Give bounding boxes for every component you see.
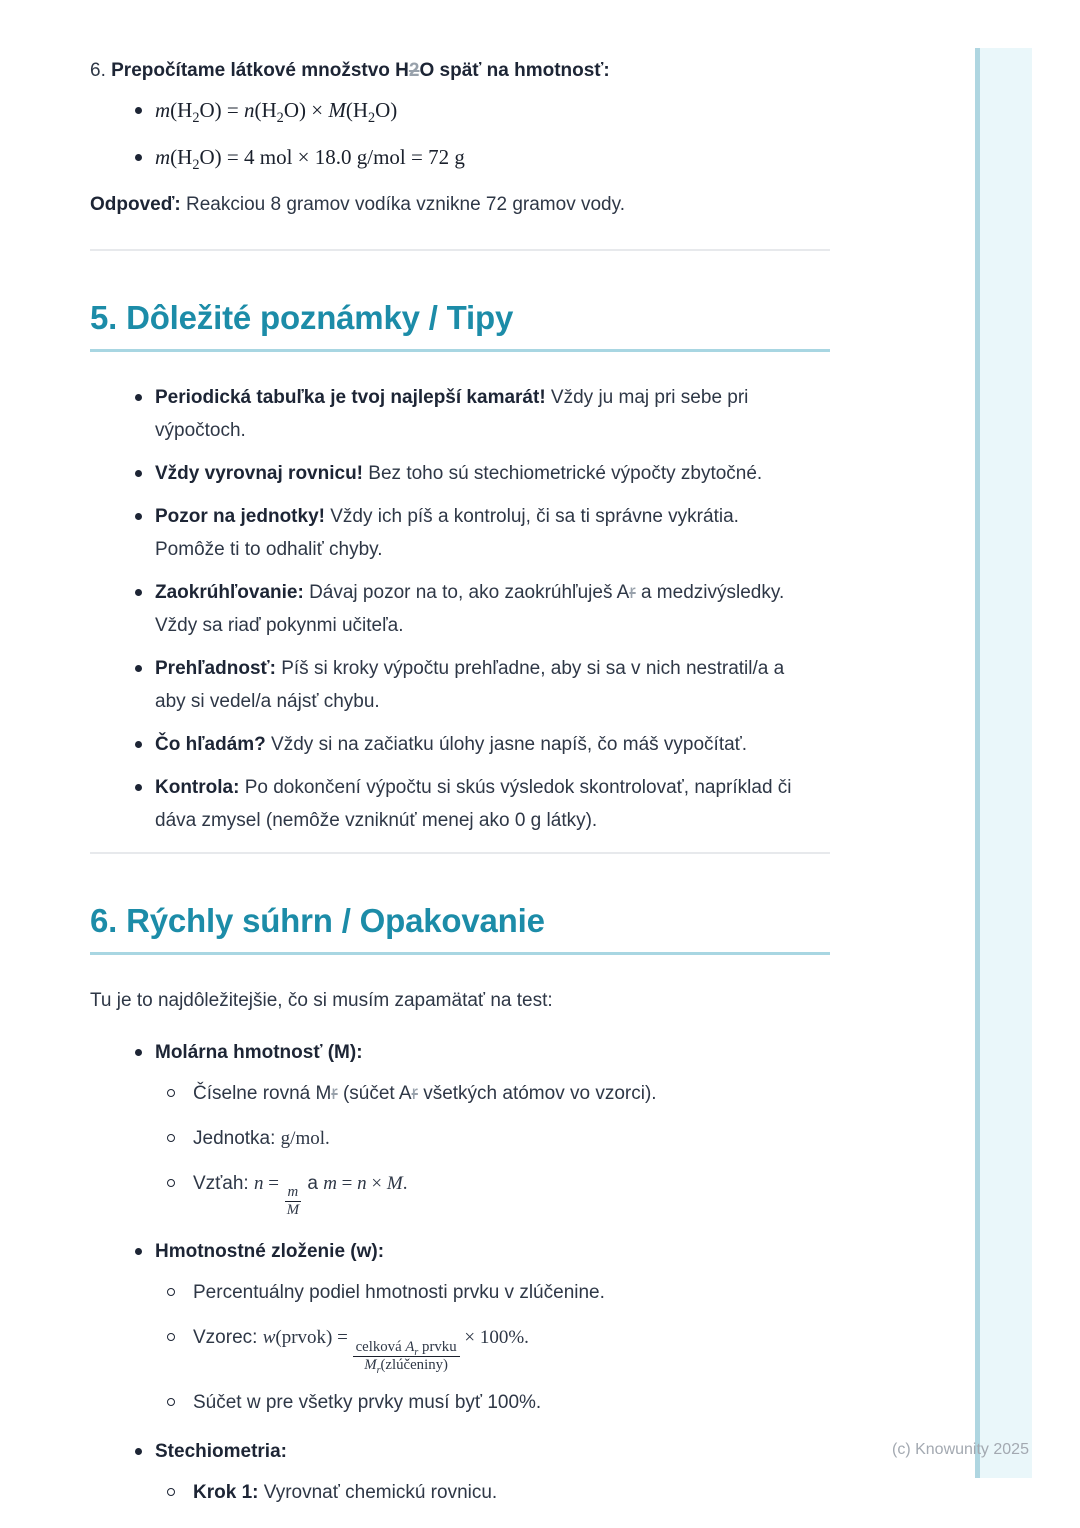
- topic-item: [90, 1435, 830, 1509]
- tip-item: Vždy vyrovnaj rovnicu! Bez toho sú stechiometrické výpočty zbytočné.: [90, 457, 830, 490]
- summary-intro: Tu je to najdôležitejšie, čo si musím zapamätať na test:: [90, 990, 553, 1011]
- answer-text: Odpoveď: Reakciou 8 gramov vodíka vznikne 72 gramov vody.: [90, 194, 625, 215]
- subtopic-item: Jednotka: g/mol.: [155, 1122, 830, 1155]
- topic-label: Stechiometria:: [155, 1440, 287, 1462]
- tips-list: [90, 381, 830, 837]
- subtopic-list: [155, 1276, 830, 1418]
- topic-label: Molárna hmotnosť (M):: [155, 1042, 363, 1063]
- section-5-heading-underline: [90, 349, 830, 352]
- tip-item: Zaokrúhľovanie: Dávaj pozor na to, ako zaokrúhľuješ Ar a medzivýsledky. Vždy sa riaď pokynmi učiteľa.: [90, 576, 830, 642]
- subtopic-item: Krok 1: Vyrovnať chemickú rovnicu.: [155, 1476, 830, 1509]
- subtopic-item: Percentuálny podiel hmotnosti prvku v zlúčenine.: [155, 1276, 830, 1309]
- section-divider: [90, 852, 830, 854]
- step-6-title: 6. Prepočítame látkové množstvo H2O späť na hmotnosť:: [90, 60, 610, 81]
- section-divider: [90, 249, 830, 251]
- section-5-heading: 5. Dôležité poznámky / Tipy: [90, 299, 514, 336]
- subtopic-item: Vzorec: w(prvok) = $\frac{celková A_r prvku}{M_r(zlúčeniny)}$ × 100%.: [155, 1321, 830, 1373]
- tip-item: Periodická tabuľka je tvoj najlepší kamarát! Vždy ju maj pri sebe pri výpočtoch.: [90, 381, 830, 447]
- subtopic-item: Číselne rovná Mr (súčet Ar všetkých atómov vo vzorci).: [155, 1077, 830, 1110]
- subtopic-item: Súčet w pre všetky prvky musí byť 100%.: [155, 1386, 830, 1419]
- topic-item: [90, 1036, 830, 1219]
- tip-item: Čo hľadám? Vždy si na začiatku úlohy jasne napíš, čo máš vypočítať.: [90, 728, 830, 761]
- summary-list: [90, 1036, 830, 1509]
- copyright-text: (c) Knowunity 2025: [892, 1441, 1029, 1458]
- tip-item: Kontrola: Po dokončení výpočtu si skús výsledok skontrolovať, napríklad či dáva zmysel (nemôže vzniknúť menej ako 0 g látky).: [90, 771, 830, 837]
- formula-list: [90, 94, 830, 173]
- formula-line-1: $m(H_2O) = n(H_2O) \times M(H_2O)$: [90, 94, 830, 126]
- section-6-heading: 6. Rýchly súhrn / Opakovanie: [90, 902, 545, 939]
- right-accent-stripe: [980, 48, 1032, 1478]
- section-6-heading-underline: [90, 952, 830, 955]
- tip-item: Pozor na jednotky! Vždy ich píš a kontroluj, či sa ti správne vykrátia. Pomôže ti to odhaliť chyby.: [90, 500, 830, 566]
- topic-label: Hmotnostné zloženie (w):: [155, 1241, 385, 1263]
- topic-item: [90, 1235, 830, 1418]
- formula-line-2: $m(H_2O) = 4$ mol × 18.0 g/mol = 72 g: [90, 141, 830, 173]
- subtopic-list: [155, 1476, 830, 1509]
- subtopic-list: [155, 1077, 830, 1219]
- tip-item: Prehľadnosť: Píš si kroky výpočtu prehľadne, aby si sa v nich nestratil/a a aby si vedel/a nájsť chybu.: [90, 652, 830, 718]
- subtopic-item: Vzťah: n = $\frac{m}{M}$ a m = n × M.: [155, 1167, 830, 1219]
